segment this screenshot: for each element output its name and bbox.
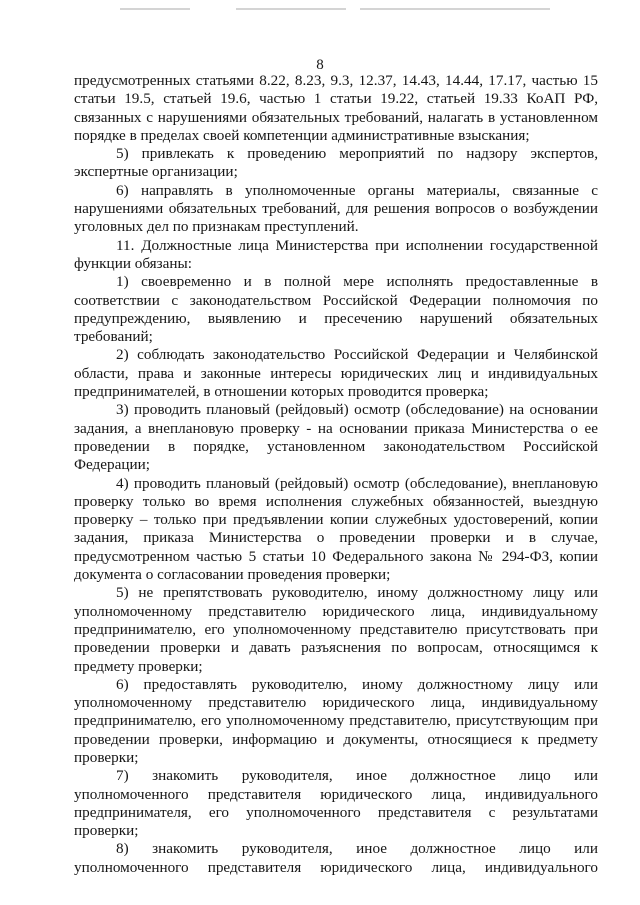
text-line: 8) знакомить руководителя, иное должностное лицо или bbox=[116, 840, 598, 858]
text-line: 6) направлять в уполномоченные органы материалы, связанные с bbox=[116, 181, 598, 199]
text-line: 1) своевременно и в полной мере исполнять предоставленные в bbox=[116, 273, 598, 291]
text-line: задания, а внеплановую проверку - на основании приказа Министерства о ее bbox=[74, 419, 598, 437]
text-line: проверки; bbox=[74, 822, 139, 840]
text-line: 11. Должностные лица Министерства при исполнении государственной bbox=[116, 236, 598, 254]
text-line: статьи 19.5, статьей 19.6, частью 1 статьи 19.22, статьей 19.33 КоАП РФ, bbox=[74, 90, 598, 108]
text-line: 4) проводить плановый (рейдовый) осмотр (обследование), внеплановую bbox=[116, 474, 598, 492]
scan-artifact bbox=[360, 8, 550, 10]
text-line: задания, приказа Министерства о проведении проверки и в случае, bbox=[74, 529, 598, 547]
text-line: 6) предоставлять руководителю, иному должностному лицу или bbox=[116, 675, 598, 693]
document-body bbox=[74, 72, 598, 877]
text-line: проведении проверки и давать разъяснения по вопросам, относящимся к bbox=[74, 639, 598, 657]
page-number: 8 bbox=[316, 57, 324, 73]
text-line: уполномоченного представителя юридического лица, индивидуального bbox=[74, 858, 598, 876]
text-line: предпринимателя, его уполномоченного представителя с результатами bbox=[74, 803, 598, 821]
text-line: Федерации; bbox=[74, 456, 150, 474]
scan-artifact bbox=[236, 8, 346, 10]
text-line: экспертные организации; bbox=[74, 163, 238, 181]
text-line: 7) знакомить руководителя, иное должностное лицо или bbox=[116, 767, 598, 785]
text-line: соответствии с законодательством Российской Федерации полномочия по bbox=[74, 291, 598, 309]
text-line: 2) соблюдать законодательство Российской Федерации и Челябинской bbox=[116, 346, 598, 364]
text-line: уполномоченному представителю юридического лица, индивидуальному bbox=[74, 602, 598, 620]
text-line: проведении в порядке, установленном законодательством Российской bbox=[74, 437, 598, 455]
scan-artifact bbox=[120, 8, 190, 10]
text-line: 3) проводить плановый (рейдовый) осмотр (обследование) на основании bbox=[116, 401, 598, 419]
text-line: требований; bbox=[74, 328, 153, 346]
text-line: функции обязаны: bbox=[74, 254, 192, 272]
text-line: предупреждению, выявлению и пресечению нарушений обязательных bbox=[74, 309, 598, 327]
text-line: предмету проверки; bbox=[74, 657, 203, 675]
text-line: предпринимателей, в отношении которых проводится проверка; bbox=[74, 383, 489, 401]
text-line: предусмотренных статьями 8.22, 8.23, 9.3, 12.37, 14.43, 14.44, 17.17, частью 15 bbox=[74, 72, 598, 89]
text-line: нарушениями обязательных требований, для решения вопросов о возбуждении bbox=[74, 200, 598, 218]
text-line: уполномоченному представителю юридического лица, индивидуальному bbox=[74, 694, 598, 712]
text-line: проверку – только при предъявлении копии служебных удостоверений, копии bbox=[74, 511, 598, 529]
text-line: 5) не препятствовать руководителю, иному должностному лицу или bbox=[116, 584, 598, 602]
text-line: 5) привлекать к проведению мероприятий по надзору экспертов, bbox=[116, 145, 598, 163]
text-line: уголовных дел по признакам преступлений. bbox=[74, 218, 359, 236]
text-line: проведении проверки, информацию и документы, относящиеся к предмету bbox=[74, 730, 598, 748]
text-line: связанных с нарушениями обязательных требований, налагать в установленном bbox=[74, 108, 598, 126]
text-line: области, права и законные интересы юридических лиц и индивидуальных bbox=[74, 364, 598, 382]
text-line: предпринимателю, его уполномоченному представителю, присутствующим при bbox=[74, 712, 598, 730]
text-line: порядке в пределах своей компетенции административные взыскания; bbox=[74, 126, 530, 144]
text-line: проверки; bbox=[74, 748, 139, 766]
text-line: предусмотренном частью 5 статьи 10 Федерального закона № 294-ФЗ, копии bbox=[74, 547, 598, 565]
text-line: проверку только во время исполнения служебных обязанностей, выездную bbox=[74, 492, 598, 510]
text-line: уполномоченного представителя юридического лица, индивидуального bbox=[74, 785, 598, 803]
text-line: предпринимателю, его уполномоченному представителю присутствовать при bbox=[74, 620, 598, 638]
text-line: документа о согласовании проведения проверки; bbox=[74, 566, 391, 584]
